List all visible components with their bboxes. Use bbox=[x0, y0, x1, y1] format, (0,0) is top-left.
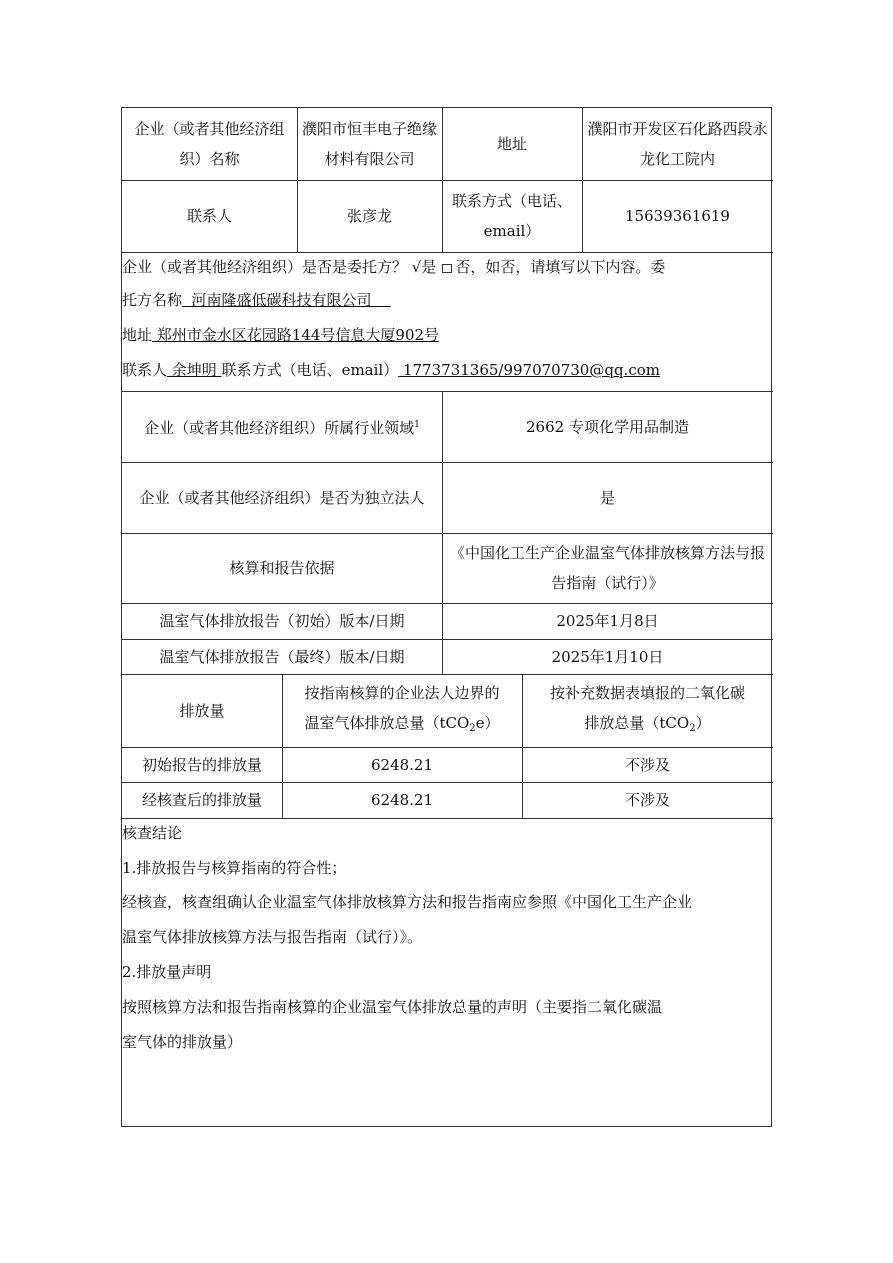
legal-entity-value: 是 bbox=[599, 488, 615, 507]
conclusion-item2-line2: 室气体的排放量） bbox=[122, 1033, 243, 1051]
entrust-question bbox=[122, 252, 665, 282]
table-row-value: 不涉及 bbox=[624, 791, 670, 809]
entrust-contact-label: 联系人 bbox=[122, 361, 168, 379]
emission-col1-unit-text: 温室气体排放总量（tCO bbox=[304, 713, 470, 732]
company-name-value: 濮阳市恒丰电子绝缘材料有限公司 bbox=[301, 120, 437, 168]
table-row-label: 经核查后的排放量 bbox=[141, 791, 262, 809]
entrust-question-tail: 否，如否，请填写以下内容。委 bbox=[455, 258, 666, 276]
entrust-address-line bbox=[122, 320, 439, 350]
emission-col2-unit-end: ） bbox=[695, 713, 711, 732]
contact-value: 张彦龙 bbox=[346, 207, 392, 225]
table-row-value: 不涉及 bbox=[624, 755, 670, 774]
conclusion-title: 核查结论 bbox=[122, 824, 183, 842]
address-value: 濮阳市开发区石化路西段永龙化工院内 bbox=[587, 120, 768, 168]
conclusion-block bbox=[122, 818, 773, 1128]
table-row-value: 6248.21 bbox=[370, 755, 434, 774]
final-report-value: 2025年1月10日 bbox=[551, 647, 664, 666]
phone-value: 15639361619 bbox=[625, 207, 730, 225]
company-name-label: 企业（或者其他经济组织）名称 bbox=[134, 120, 285, 168]
conclusion-item1-line2: 温室气体排放核算方法与报告指南（试行）》。 bbox=[122, 928, 423, 946]
entrust-contact-value: 余坤明 bbox=[167, 361, 222, 379]
emission-col2-line2 bbox=[584, 708, 710, 744]
entrust-contact-line bbox=[122, 355, 660, 385]
conclusion-item1-line1: 经核查，核查组确认企业温室气体排放核算方法和报告指南应参照《中国化工生产企业 bbox=[122, 893, 693, 911]
conclusion-item2-line1: 按照核算方法和报告指南核算的企业温室气体排放总量的声明（主要指二氧化碳温 bbox=[122, 998, 663, 1016]
legal-entity-label: 企业（或者其他经济组织）是否为独立法人 bbox=[139, 488, 425, 507]
table-row-label: 初始报告的排放量 bbox=[141, 755, 262, 774]
industry-label bbox=[122, 391, 442, 462]
verification-form bbox=[121, 107, 772, 1127]
emission-col1-unit-sub: 2 bbox=[469, 722, 476, 734]
emission-col2-line1: 按补充数据表填报的二氧化碳 bbox=[549, 683, 745, 702]
basis-label: 核算和报告依据 bbox=[229, 559, 335, 577]
entrust-name-value: 河南隆盛低碳科技有限公司 bbox=[182, 291, 391, 309]
final-report-label: 温室气体排放报告（最终）版本/日期 bbox=[159, 647, 405, 666]
entrust-name-line bbox=[122, 285, 391, 315]
industry-footnote-mark: 1 bbox=[414, 420, 420, 430]
conclusion-item2-title: 2.排放量声明 bbox=[122, 963, 212, 981]
emission-col2-unit-text: 排放总量（tCO bbox=[584, 713, 690, 732]
industry-value: 2662 专项化学用品制造 bbox=[526, 417, 689, 436]
entrust-question-text: 企业（或者其他经济组织）是否是委托方？ √是 bbox=[122, 258, 437, 276]
entrust-phone-value: 1773731365/997070730@qq.com bbox=[398, 361, 660, 379]
basis-value: 《中国化工生产企业温室气体排放核算方法与报告指南（试行）》 bbox=[449, 544, 765, 592]
address-label: 地址 bbox=[496, 135, 527, 153]
no-checkbox[interactable] bbox=[442, 264, 452, 273]
emission-col2-unit-sub: 2 bbox=[689, 722, 696, 734]
emission-col1-line2 bbox=[304, 708, 499, 744]
phone-label: 联系方式（电话、email） bbox=[452, 192, 573, 240]
entrust-name-label: 托方名称 bbox=[122, 291, 183, 309]
industry-label-text: 企业（或者其他经济组织）所属行业领域 bbox=[144, 419, 415, 437]
entrust-phone-label: 联系方式（电话、email） bbox=[221, 361, 399, 379]
entrust-address-label: 地址 bbox=[122, 326, 153, 344]
contact-label: 联系人 bbox=[186, 207, 232, 225]
entrust-block bbox=[122, 252, 773, 391]
initial-report-label: 温室气体排放报告（初始）版本/日期 bbox=[159, 612, 405, 630]
emission-col1-unit-end: e） bbox=[475, 713, 500, 732]
entrust-address-value: 郑州市金水区花园路144号信息大厦902号 bbox=[152, 326, 440, 344]
emission-label: 排放量 bbox=[179, 701, 225, 720]
conclusion-item1-title: 1.排放报告与核算指南的符合性； bbox=[122, 859, 347, 877]
table-row-value: 6248.21 bbox=[370, 791, 434, 809]
initial-report-value: 2025年1月8日 bbox=[556, 612, 659, 630]
emission-col1-header bbox=[282, 674, 522, 747]
emission-col1-line1: 按指南核算的企业法人边界的 bbox=[304, 683, 500, 702]
emission-col2-header bbox=[522, 674, 773, 747]
